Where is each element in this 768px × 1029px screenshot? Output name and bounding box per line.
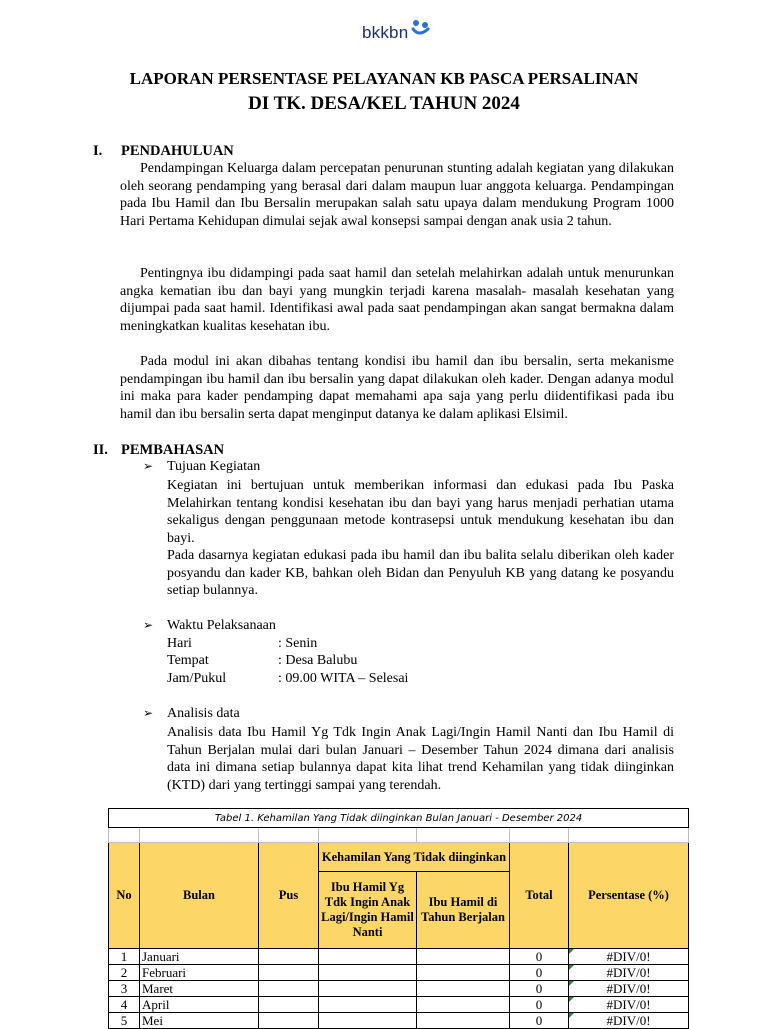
tujuan-text-2: Pada dasarnya kegiatan edukasi pada ibu hamil dan ibu balita selalu diberikan oleh kader posyandu dan kader KB, bahkan oleh Bidan dan Penyuluh KB yang datang ke posyandu setiap bulannya. [167, 548, 674, 599]
cell-ihtb [417, 981, 510, 997]
header-no: No [109, 843, 140, 949]
cell-ihtb [417, 997, 510, 1013]
header-total: Total [510, 843, 569, 949]
cell-bulan: Mei [140, 1013, 259, 1029]
paragraph-3: Pada modul ini akan dibahas tentang kondisi ibu hamil dan ibu bersalin, serta mekanisme pendampingan ibu hamil dan ibu bersalin yang dapat dilakukan oleh kader. Dengan adanya modul ini maka para kader pendamping dapat memahami apa saja yang perlu diidentifikasi pada ibu hamil dan ibu bersalin serta dapat menginput datanya ke dalam aplikasi Elsimil. [120, 354, 674, 422]
header-pus: Pus [259, 843, 319, 949]
table-row [109, 965, 689, 981]
table-row [109, 1013, 689, 1029]
arrow-bullet-icon: ➢ [143, 706, 154, 720]
header-persentase: Persentase (%) [569, 843, 689, 949]
bullet-tujuan [143, 459, 260, 475]
cell-bulan: Januari [140, 949, 259, 965]
waktu-jam [167, 671, 408, 687]
arrow-bullet-icon: ➢ [143, 459, 154, 473]
cell-no: 2 [109, 965, 140, 981]
cell-persentase: #DIV/0! [569, 965, 689, 981]
cell-total: 0 [510, 949, 569, 965]
cell-total: 0 [510, 1013, 569, 1029]
ktd-table [108, 808, 689, 1029]
cell-bulan: Februari [140, 965, 259, 981]
report-title-line2: DI TK. DESA/KEL TAHUN 2024 [248, 93, 520, 114]
waktu-value: : Senin [278, 636, 318, 651]
header-ibu-hamil-tahun-berjalan: Ibu Hamil di Tahun Berjalan [417, 872, 510, 949]
cell-pus [259, 997, 319, 1013]
cell-no: 4 [109, 997, 140, 1013]
table-row [109, 981, 689, 997]
cell-ihyt [319, 949, 417, 965]
waktu-key: Hari [167, 636, 192, 651]
cell-bulan: April [140, 997, 259, 1013]
cell-no: 1 [109, 949, 140, 965]
cell-ihyt [319, 997, 417, 1013]
cell-pus [259, 965, 319, 981]
bullet-label: Waktu Pelaksanaan [167, 618, 276, 633]
table-row [109, 997, 689, 1013]
cell-persentase: #DIV/0! [569, 997, 689, 1013]
cell-ihtb [417, 1013, 510, 1029]
section-number: II. [93, 442, 108, 458]
analisis-text: Analisis data Ibu Hamil Yg Tdk Ingin Anak Lagi/Ingin Hamil Nanti dan Ibu Hamil di Tahun Berjalan mulai dari bulan Januari – Desember Tahun 2024 dimana dari analisis data ini dimana setiap bulannya dapat kita lihat trend Kehamilan yang tidak diinginkan (KTD) dari yang tertinggi sampai yang terendah. [167, 725, 674, 793]
cell-pus [259, 1013, 319, 1029]
cell-ihyt [319, 965, 417, 981]
cell-pus [259, 949, 319, 965]
waktu-hari [167, 636, 317, 652]
paragraph-2: Pentingnya ibu didampingi pada saat hamil dan setelah melahirkan adalah untuk menurunkan angka kematian ibu dan bayi yang mungkin terjadi karena masalah- masalah kesehatan yang dijumpai pada saat hamil. Identifikasi awal pada saat pendampingan akan sangat bermakna dalam meningkatkan kualitas kesehatan ibu. [120, 266, 674, 334]
cell-total: 0 [510, 997, 569, 1013]
cell-ihyt [319, 1013, 417, 1029]
cell-ihyt [319, 981, 417, 997]
table-row [109, 949, 689, 965]
logo-text: bkkbn [362, 23, 409, 42]
report-title-line1: LAPORAN PERSENTASE PELAYANAN KB PASCA PERSALINAN [129, 69, 639, 88]
waktu-tempat [167, 653, 357, 669]
bkkbn-logo [362, 18, 431, 48]
bullet-label: Analisis data [167, 706, 240, 721]
paragraph-1: Pendampingan Keluarga dalam percepatan penurunan stunting adalah kegiatan yang dilakukan oleh seorang pendamping yang berasal dari dalam maupun luar anggota keluarga. Pendampingan pada Ibu Hamil dan Ibu Bersalin merupakan salah satu upaya dalam mendukung Program 1000 Hari Pertama Kehidupan dimulai sejak awal konsepsi sampai dengan anak usia 2 tahun. [120, 161, 674, 229]
cell-total: 0 [510, 965, 569, 981]
section-pendahuluan [93, 143, 234, 160]
waktu-key: Tempat [167, 653, 209, 668]
waktu-value: : Desa Balubu [278, 653, 358, 668]
bullet-analisis [143, 706, 240, 722]
waktu-key: Jam/Pukul [167, 671, 227, 686]
section-title: PEMBAHASAN [121, 442, 225, 458]
section-number: I. [93, 143, 103, 159]
header-ktd: Kehamilan Yang Tidak diinginkan [319, 843, 510, 872]
table-caption: Tabel 1. Kehamilan Yang Tidak diinginkan Bulan Januari - Desember 2024 [109, 809, 689, 828]
cell-pus [259, 981, 319, 997]
cell-ihtb [417, 965, 510, 981]
section-pembahasan [93, 442, 224, 459]
waktu-value: : 09.00 WITA – Selesai [278, 671, 409, 686]
cell-no: 5 [109, 1013, 140, 1029]
tujuan-text-1: Kegiatan ini bertujuan untuk memberikan informasi dan edukasi pada Ibu Paska Melahirkan tentang kondisi kesehatan ibu dan bayi yang harus menjadi perhatian utama sekaligus dengan penggunaan metode kontrasepsi untuk mendukung kesehatan ibu dan bayi. [167, 478, 674, 546]
cell-bulan: Maret [140, 981, 259, 997]
cell-no: 3 [109, 981, 140, 997]
bullet-waktu [143, 618, 276, 634]
cell-persentase: #DIV/0! [569, 981, 689, 997]
arrow-bullet-icon: ➢ [143, 618, 154, 632]
header-bulan: Bulan [140, 843, 259, 949]
cell-ihtb [417, 949, 510, 965]
cell-total: 0 [510, 981, 569, 997]
cell-persentase: #DIV/0! [569, 949, 689, 965]
bullet-label: Tujuan Kegiatan [167, 459, 261, 474]
bkkbn-logo-icon [409, 19, 431, 39]
header-ibu-hamil-tdk-ingin: Ibu Hamil Yg Tdk Ingin Anak Lagi/Ingin Hamil Nanti [319, 872, 417, 949]
section-title: PENDAHULUAN [121, 143, 234, 159]
table-blank-row [109, 828, 689, 843]
cell-persentase: #DIV/0! [569, 1013, 689, 1029]
